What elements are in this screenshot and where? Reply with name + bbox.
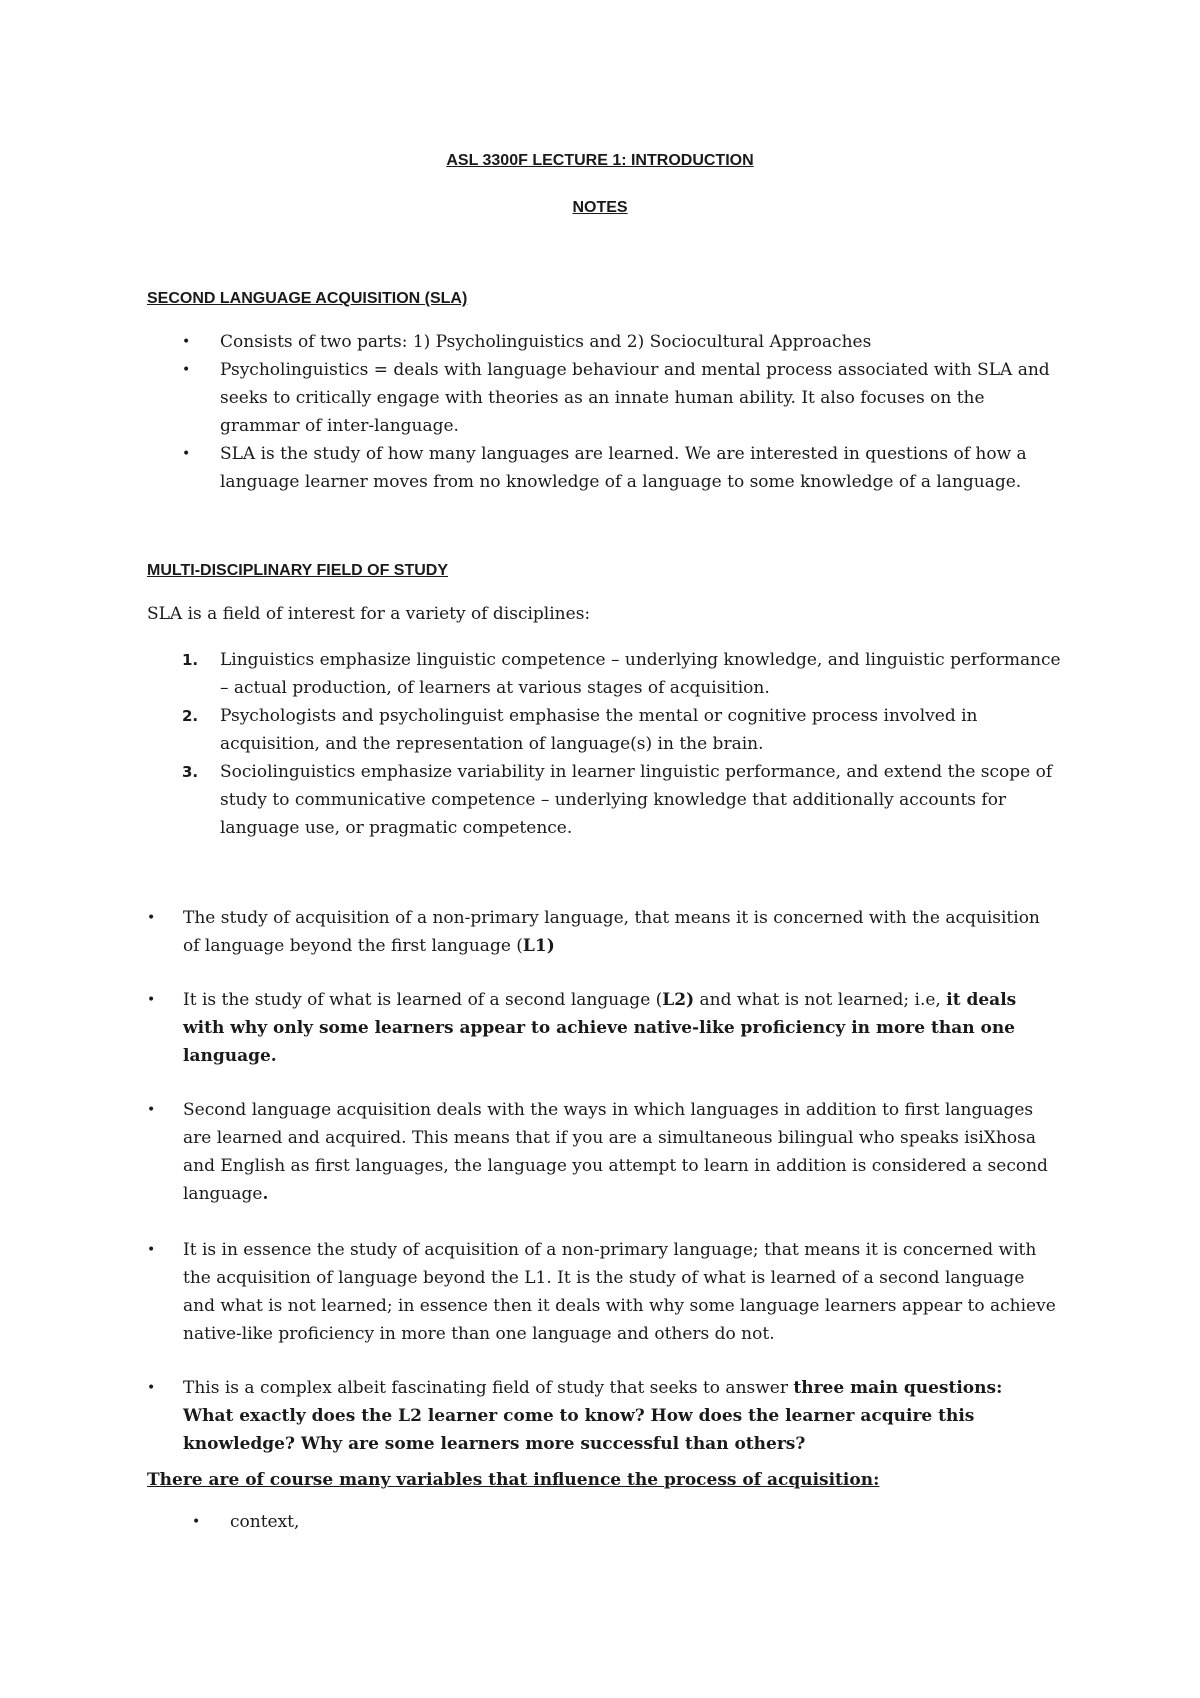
list-item-text: SLA is the study of how many languages are learned. We are interested in questions of how a language learner moves from no knowledge of a language to some knowledge of a language. [220,444,1027,492]
list-item [147,1096,1057,1208]
list-item-text: The study of acquisition of a non-primary language, that means it is concerned with the acquisition of language beyond the first language (L1) [183,908,1040,956]
page-title: ASL 3300F LECTURE 1: INTRODUCTION [446,152,754,169]
list-item [182,356,1062,440]
numbered-item-text: Linguistics emphasize linguistic competence – underlying knowledge, and linguistic performance – actual production, of learners at various stages of acquisition. [220,650,1061,698]
numbered-item-text: Sociolinguistics emphasize variability in learner linguistic performance, and extend the scope of study to communicative competence – underlying knowledge that additionally accounts for language use, or pragmatic competence. [220,762,1053,838]
page-subtitle: NOTES [572,199,628,216]
numbered-item [182,646,1062,702]
bullet-icon: • [147,1242,156,1258]
list-item [147,1374,1057,1458]
list-item [182,328,1062,356]
list-item [147,904,1057,960]
list-item [147,986,1057,1070]
list-item [192,1508,1052,1536]
numbered-item [182,758,1062,842]
section-intro: SLA is a field of interest for a variety of disciplines: [147,604,591,624]
numbered-item [182,702,1062,758]
list-item-text: It is in essence the study of acquisition of a non-primary language; that means it is concerned with the acquisition of language beyond the L1. It is the study of what is learned of a second language and what is not learned; in essence then it deals with why some language learners appear to achieve native-like proficiency in more than one language and others do not. [183,1240,1056,1344]
section-heading-sla: SECOND LANGUAGE ACQUISITION (SLA) [147,290,468,307]
list-item [182,440,1062,496]
section-heading-multidisciplinary: MULTI-DISCIPLINARY FIELD OF STUDY [147,562,449,579]
item-number: 2. [182,707,199,725]
bullet-icon: • [147,1380,156,1396]
list-item-text: It is the study of what is learned of a second language (L2) and what is not learned; i.e, it deals with why only some learners appear to achieve native-like proficiency in more than one language. [183,990,1017,1066]
list-item-text: Consists of two parts: 1) Psycholinguistics and 2) Sociocultural Approaches [220,332,872,352]
list-item-text: This is a complex albeit fascinating field of study that seeks to answer three main questions: What exactly does the L2 learner come to know? How does the learner acquire this knowledge? Why are some learners more successful than others? [183,1378,1003,1454]
bullet-icon: • [182,446,191,462]
bullet-icon: • [192,1514,201,1530]
bullet-icon: • [147,1102,156,1118]
bullet-icon: • [182,334,191,350]
bullet-icon: • [147,992,156,1008]
list-item-text: Psycholinguistics = deals with language behaviour and mental process associated with SLA and seeks to critically engage with theories as an innate human ability. It also focuses on the grammar of inter-language. [220,360,1050,436]
list-item-text: context, [230,1512,300,1532]
item-number: 3. [182,763,199,781]
variables-heading: There are of course many variables that influence the process of acquisition: [147,1470,880,1490]
list-item [147,1236,1057,1348]
list-item-text: Second language acquisition deals with the ways in which languages in addition to first languages are learned and acquired. This means that if you are a simultaneous bilingual who speaks isiXhosa and English as first languages, the language you attempt to learn in addition is considered a second language. [183,1100,1048,1204]
bullet-icon: • [147,910,156,926]
numbered-item-text: Psychologists and psycholinguist emphasise the mental or cognitive process involved in acquisition, and the representation of language(s) in the brain. [220,706,978,754]
item-number: 1. [182,651,199,669]
bullet-icon: • [182,362,191,378]
